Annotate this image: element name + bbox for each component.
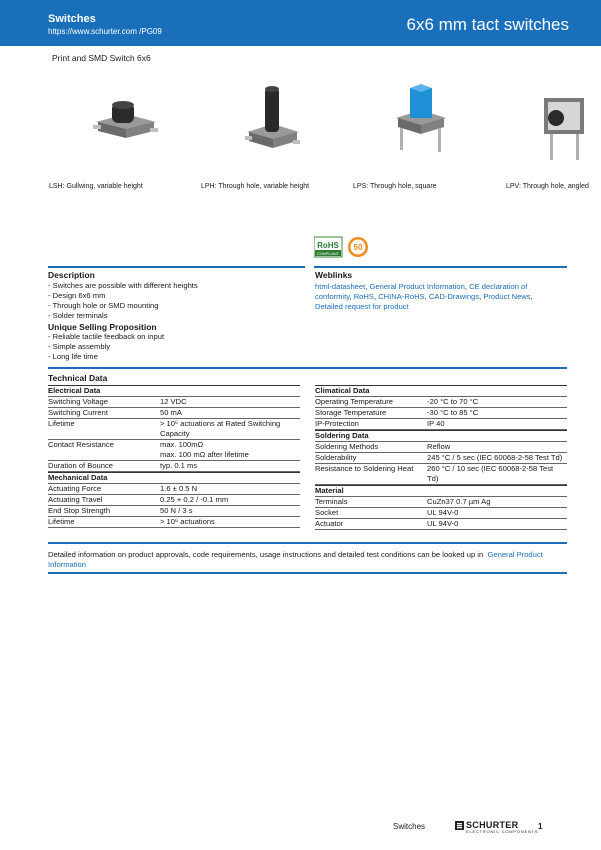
product-image-lsh [92, 100, 160, 142]
table-value: 0.25 + 0.2 / -0.1 mm [160, 495, 229, 504]
link-detailed-request[interactable]: Detailed request for product [315, 302, 409, 311]
table-group-heading [315, 485, 567, 497]
description-list [48, 281, 198, 321]
table-row [315, 442, 567, 453]
list-item: - Through hole or SMD mounting [48, 301, 159, 310]
page-title: 6x6 mm tact switches [406, 15, 569, 34]
table-key: Actuating Travel [48, 495, 103, 504]
table-key: Terminals [315, 497, 348, 506]
rule-technical [48, 367, 567, 369]
table-key: Duration of Bounce [48, 461, 114, 470]
info-note-text: Detailed information on product approvals, code requirements, usage instructions and detailed test conditions can be looked up in [48, 550, 484, 559]
footer-brand: SCHURTER [466, 820, 519, 830]
technical-heading: Technical Data [48, 373, 108, 383]
footer-section: Switches [393, 822, 426, 831]
link-product-news[interactable]: Product News [483, 292, 531, 301]
years-icon: 50 [353, 243, 363, 252]
table-key [48, 450, 160, 460]
table-key: Storage Temperature [315, 408, 387, 417]
table-row [48, 450, 300, 461]
weblinks-heading: Weblinks [315, 270, 353, 280]
table-group-label: Material [315, 486, 344, 495]
table-value: > 10⁶ actuations [160, 517, 215, 526]
rohs-icon: RoHS [317, 241, 339, 250]
usp-list [48, 332, 164, 362]
weblinks-list: html-datasheet, General Product Information, CE declaration of conformity, RoHS, CHINA-RoHS, CAD-Drawings, Product News, Detailed request for product [315, 282, 533, 311]
table-key: Lifetime [48, 517, 75, 526]
svg-text:COMPLIANT: COMPLIANT [316, 252, 340, 256]
certification-badges [314, 235, 370, 259]
table-group-heading [48, 472, 300, 484]
table-row [48, 461, 300, 472]
table-key: Soldering Methods [315, 442, 379, 451]
page-number: 1 [538, 822, 543, 831]
header-category: Switches [48, 13, 96, 25]
table-group-label: Soldering Data [315, 431, 369, 440]
table-row [315, 453, 567, 464]
link-ce-declaration[interactable]: CE declaration of conformity [315, 282, 528, 301]
table-value: CuZn37 0.7 µm Ag [427, 497, 491, 506]
caption-lsh: LSH: Gullwing, variable height [49, 183, 143, 190]
table-value: > 10⁶ actuations at Rated Switching Capacity [160, 419, 281, 438]
link-cad-drawings[interactable]: CAD-Drawings [428, 292, 480, 301]
page-header [0, 0, 601, 46]
list-item: - Solder terminals [48, 311, 108, 320]
product-image-lph [243, 84, 303, 156]
table-group-heading [315, 430, 567, 442]
footer-brand-sub: ELECTRONIC COMPONENTS [466, 829, 539, 834]
table-value: IP 40 [427, 419, 445, 428]
description-heading: Description [48, 270, 95, 280]
table-row [315, 519, 567, 530]
table-key: Contact Resistance [48, 440, 114, 449]
table-row [315, 397, 567, 408]
table-group-label: Climatical Data [315, 386, 370, 395]
table-group-heading [315, 385, 567, 397]
table-value: max. 100 mΩ after lifetime [160, 450, 249, 459]
list-item: - Long life time [48, 352, 98, 361]
table-row [315, 464, 567, 485]
technical-table-right [315, 385, 567, 530]
table-value: 260 °C / 10 sec (IEC 60068-2-58 Test Td) [427, 464, 554, 483]
link-general-info-note[interactable]: General Product Information [48, 550, 543, 569]
table-row [48, 495, 300, 506]
table-value: 245 °C / 5 sec (IEC 60068-2-58 Test Td) [427, 453, 563, 462]
link-html-datasheet[interactable]: html-datasheet [315, 282, 366, 291]
table-value: typ. 0.1 ms [160, 461, 198, 470]
table-row [48, 484, 300, 495]
table-key: Lifetime [48, 419, 75, 428]
table-key: Socket [315, 508, 339, 517]
table-key: Resistance to Soldering Heat [315, 464, 414, 473]
table-value: Reflow [427, 442, 451, 451]
table-row [48, 517, 300, 528]
table-group-label: Mechanical Data [48, 473, 108, 482]
table-row [48, 408, 300, 419]
rule-weblinks [314, 266, 567, 268]
product-image-lps [392, 82, 450, 160]
schurter-logo-icon [455, 821, 464, 830]
table-value: 1.6 ± 0.5 N [160, 484, 198, 493]
link-china-rohs[interactable]: CHINA-RoHS [378, 292, 425, 301]
table-row [48, 397, 300, 408]
table-value: 50 mA [160, 408, 182, 417]
caption-lpv: LPV: Through hole, angled [506, 183, 589, 190]
table-key: Actuator [315, 519, 344, 528]
link-rohs[interactable]: RoHS [353, 292, 374, 301]
table-key: Operating Temperature [315, 397, 393, 406]
table-key: Solderability [315, 453, 357, 462]
table-group-heading [48, 385, 300, 397]
rule-bottom [48, 572, 567, 574]
table-row [48, 440, 300, 450]
usp-heading: Unique Selling Proposition [48, 322, 157, 332]
list-item: - Simple assembly [48, 342, 111, 351]
table-row [48, 419, 300, 440]
footer-brand-logo [455, 820, 538, 834]
table-key: Switching Current [48, 408, 108, 417]
link-general-product-info[interactable]: General Product Information [369, 282, 465, 291]
table-value: UL 94V-0 [427, 519, 459, 528]
technical-table-left [48, 385, 300, 528]
table-key: Actuating Force [48, 484, 102, 493]
table-row [315, 408, 567, 419]
table-row [48, 506, 300, 517]
table-value: UL 94V-0 [427, 508, 459, 517]
table-row [315, 508, 567, 519]
table-value: 12 VDC [160, 397, 187, 406]
table-key: IP-Protection [315, 419, 359, 428]
table-group-label: Electrical Data [48, 386, 101, 395]
product-subtitle: Print and SMD Switch 6x6 [52, 53, 151, 63]
caption-lps: LPS: Through hole, square [353, 183, 437, 190]
rule-note [48, 542, 567, 544]
list-item: - Reliable tactile feedback on input [48, 332, 165, 341]
table-row [315, 497, 567, 508]
table-value: -20 °C to 70 °C [427, 397, 479, 406]
info-note [48, 550, 568, 570]
product-image-lpv [540, 88, 601, 164]
list-item: - Switches are possible with different heights [48, 281, 198, 290]
table-row [315, 419, 567, 430]
header-url[interactable]: https://www.schurter.com /PG09 [48, 27, 162, 36]
table-key: Switching Voltage [48, 397, 108, 406]
table-value: 50 N / 3 s [160, 506, 193, 515]
rule-description [48, 266, 305, 268]
table-key: End Stop Strength [48, 506, 111, 515]
caption-lph: LPH: Through hole, variable height [201, 183, 310, 190]
table-value: -30 °C to 85 °C [427, 408, 479, 417]
table-value: max. 100mΩ [160, 440, 204, 449]
list-item: - Design 6x6 mm [48, 291, 106, 300]
